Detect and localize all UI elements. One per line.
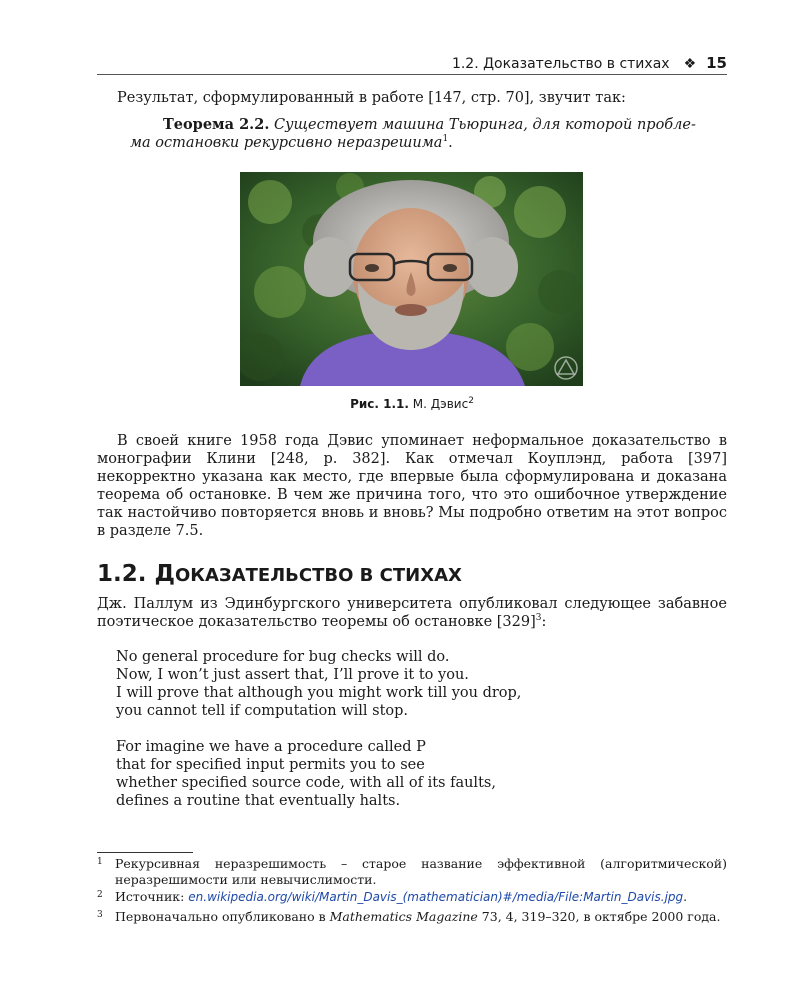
- body-paragraph-1: В своей книге 1958 года Дэвис упоминает неформальное доказательство в монографии Клини [248, p. 382]. Как отмечал Коуплэнд, работа [397] некорректно указана как место, где впервые была сформулирована и доказана теорема об остановке. В чем же причина того, что это ошибочное утверждение так настойчиво повторяется вновь и вновь? Мы подробно ответим на этот вопрос в разделе 7.5.: [97, 433, 727, 539]
- section-heading: [97, 561, 462, 587]
- intro-paragraph: Результат, сформулированный в работе [147, стр. 70], звучит так:: [117, 90, 626, 106]
- footnote-ref-3: 3: [535, 613, 542, 624]
- poem-line: For imagine we have a procedure called P: [116, 739, 426, 755]
- footnote-text: Первоначально опубликовано в: [115, 909, 330, 924]
- theorem-block: [97, 116, 727, 152]
- footnote-ref-1: 1: [442, 134, 449, 145]
- journal-name: Mathematics Magazine: [329, 909, 478, 924]
- page-number: 15: [706, 54, 727, 72]
- portrait-photo: [240, 172, 583, 386]
- poem-line: I will prove that although you might work till you drop,: [116, 685, 522, 701]
- theorem-label: Теорема 2.2.: [163, 116, 270, 133]
- footnote-rule: [97, 852, 193, 853]
- caption-text: М. Дэвис: [412, 397, 469, 411]
- header-title: 1.2. Доказательство в стихах: [451, 56, 670, 72]
- caption-label: Рис. 1.1.: [350, 397, 409, 411]
- poem-line: that for specified input permits you to see: [116, 757, 425, 773]
- footnote-text-end: 73, 4, 319–320, в октябре 2000 года.: [477, 909, 721, 924]
- section-title-rest: ОКАЗАТЕЛЬСТВО В СТИХАХ: [174, 565, 462, 586]
- poem-line: Now, I won’t just assert that, I’ll prove it to you.: [116, 667, 469, 683]
- footnote-mark: 1: [97, 857, 103, 867]
- poem-line: defines a routine that eventually halts.: [116, 793, 401, 809]
- running-header: [97, 54, 727, 72]
- footnote-1: [97, 856, 727, 888]
- section-title-initial: Д: [154, 561, 175, 587]
- body-paragraph-2: [97, 595, 727, 631]
- theorem-text-line1: Существует машина Тьюринга, для которой пробле-: [273, 117, 696, 133]
- paragraph2-text: Дж. Паллум из Эдинбургского университета опубликовал следующее забавное поэтическое доказательство теоремы об остановке [329]: [97, 596, 727, 630]
- footnote-text: Источник:: [115, 889, 189, 904]
- footnote-text: Рекурсивная неразрешимость – старое название эффективной (алгоритмической) неразрешимости или невычислимости.: [115, 856, 727, 887]
- poem-line: you cannot tell if computation will stop.: [116, 703, 409, 719]
- source-link[interactable]: en.wikipedia.org/wiki/Martin_Davis_(mathematician)#/media/File:Martin_Davis.jpg: [188, 890, 684, 904]
- theorem-end: .: [448, 135, 453, 151]
- poem-line: No general procedure for bug checks will do.: [116, 649, 450, 665]
- theorem-text-line2: ма остановки рекурсивно неразрешима: [130, 135, 443, 151]
- poem-line: whether specified source code, with all of its faults,: [116, 775, 496, 791]
- poem-stanza-1: [116, 648, 736, 720]
- figure-caption: [97, 397, 727, 411]
- footnote-2: [97, 889, 727, 905]
- footnote-mark: 3: [97, 910, 103, 920]
- section-number: 1.2.: [97, 561, 147, 587]
- footnote-text-end: .: [683, 889, 688, 904]
- poem-stanza-2: [116, 738, 736, 810]
- paragraph2-end: :: [541, 614, 547, 630]
- ornament-icon: ❖: [683, 56, 697, 72]
- footnote-mark: 2: [97, 890, 103, 900]
- footnote-3: [97, 909, 727, 925]
- header-rule: [97, 74, 727, 75]
- footnote-ref-2: 2: [468, 396, 474, 406]
